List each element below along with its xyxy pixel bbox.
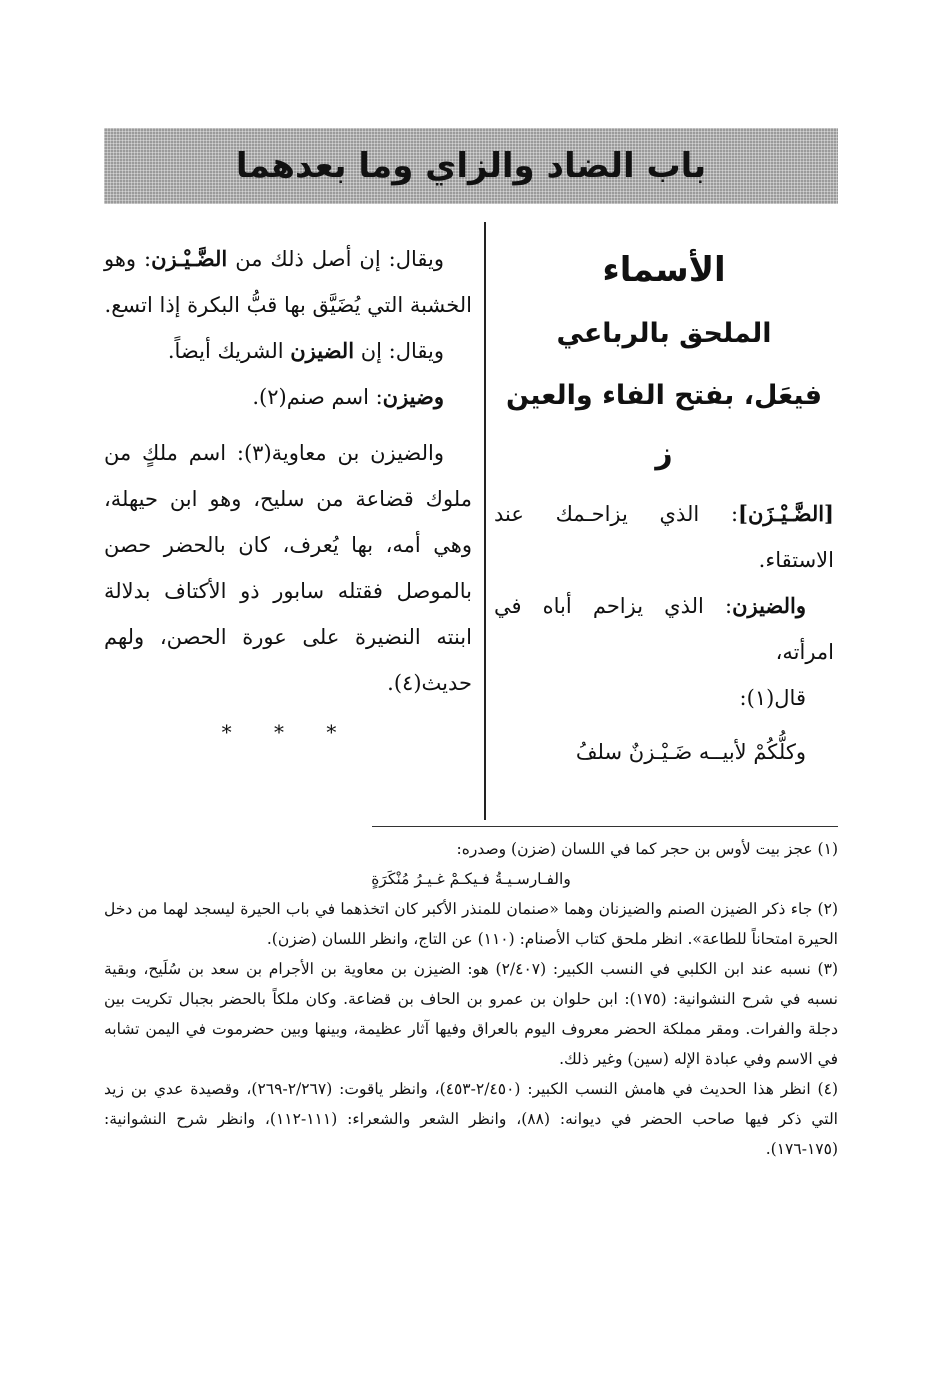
entry-definition: : الذي يزاحـمك عند الاستقاء. <box>494 502 834 572</box>
subheading-form: فيعَل، بفتح الفاء والعين <box>505 380 823 411</box>
footnote-1-verse: والفـارسـيـةُ فـيكـمْ غـيـرُ مُنْكَرَةٍ <box>371 870 571 888</box>
subheading-pattern: الملحق بالرباعي <box>556 318 772 349</box>
entry-daizan <box>494 491 834 583</box>
footnotes <box>104 834 838 1164</box>
entry-term: والضيزن <box>732 593 806 618</box>
entry-term: الضَّـيْـزن <box>151 246 228 271</box>
chapter-header-banner <box>104 128 838 204</box>
entry-term: الضيزن <box>290 338 355 363</box>
footnote-2: (٢) جاء ذكر الضيزن الصنم والضيزنان وهما «صنمان للمنذر الأكبر كان اتخذهما في باب الحيرة ليسجد لهما من دخل الحيرة امتحاناً للطاعة». انظر ملحق كتاب الأصنام: (١١٠) عن التاج، وانظر اللسان (ضزن). <box>104 900 838 948</box>
entry-term: وضيزن <box>382 384 444 409</box>
entry-term: [الضَّـيْـزَن] <box>738 501 834 526</box>
text-span: ويقال: إن <box>354 339 444 363</box>
footnote-1: (١) عجز بيت لأوس بن حجر كما في اللسان (ضزن) وصدره: <box>456 840 838 858</box>
entry-definition: : الذي يزاحم أباه في امرأته، <box>494 594 834 664</box>
section-separator-stars: * * * <box>221 720 355 744</box>
entry-daizan-2 <box>494 583 834 675</box>
column-divider <box>484 222 486 820</box>
text-span: الشريك أيضاً. <box>167 339 291 363</box>
paragraph-king: والضيزن بن معاوية(٣): اسم ملكٍ من ملوك قضاعة من سليح، وهو ابن حيهلة، وهي أمه، بها يُعرف، كان بالحضر حصن بالموصل فقتله سابور ذو الأكتاف بدلالة ابنته النضيرة على عورة الحصن، ولهم حديث(٤). <box>104 441 472 695</box>
footnote-4: (٤) انظر هذا الحديث في هامش النسب الكبير: (٢/٤٥٠-٤٥٣)، وانظر ياقوت: (٢/٢٦٧-٢٦٩)، وقصيدة عدي بن زيد التي ذكر فيها صاحب الحضر في ديوانه: (٨٨)، وانظر الشعر والشعراء: (١١١-١١٢)، وانظر شرح النشوانية: (١٧٥-١٧٦). <box>104 1080 838 1158</box>
paragraph-partner <box>104 328 472 374</box>
paragraph-origin <box>104 236 472 328</box>
left-column <box>104 236 472 744</box>
section-heading: الأسماء <box>602 250 726 290</box>
poetry-verse: وكلُّكُمْ لأبيــه ضَـيْـزنٌ سلفُ <box>575 740 806 764</box>
chapter-title: باب الضاد والزاي وما بعدهما <box>235 146 707 186</box>
quote-intro: قال(١): <box>739 686 806 710</box>
right-column <box>494 236 834 775</box>
text-span: : وهو الخشبة التي يُضَيَّق بها قبُّ البكرة إذا اتسع. <box>104 247 472 317</box>
paragraph-idol <box>104 374 472 420</box>
footnote-3: (٣) نسبه عند ابن الكلبي في النسب الكبير: (٢/٤٠٧) هو: الضيزن بن معاوية بن الأجرام بن سعد بن سُلَيح، وبقية نسبه في شرح النشوانية: (١٧٥): ابن حلوان بن عمرو بن الحاف بن قضاعة. وكان ملكاً بالحضر بجبال تكريت بين دجلة والفرات. ومقر مملكة الحضر معروف اليوم بالعراق وفيها آثار عظيمة، وبينها وبين حضرموت في اليمن تشابه في الاسم وفي عبادة الإله (سين) وغير ذلك. <box>104 960 838 1068</box>
footnote-rule <box>372 826 838 827</box>
text-span: ويقال: إن أصل ذلك من <box>227 247 444 271</box>
text-span: : اسم صنم(٢). <box>252 385 383 409</box>
letter-heading: ز <box>655 436 673 471</box>
